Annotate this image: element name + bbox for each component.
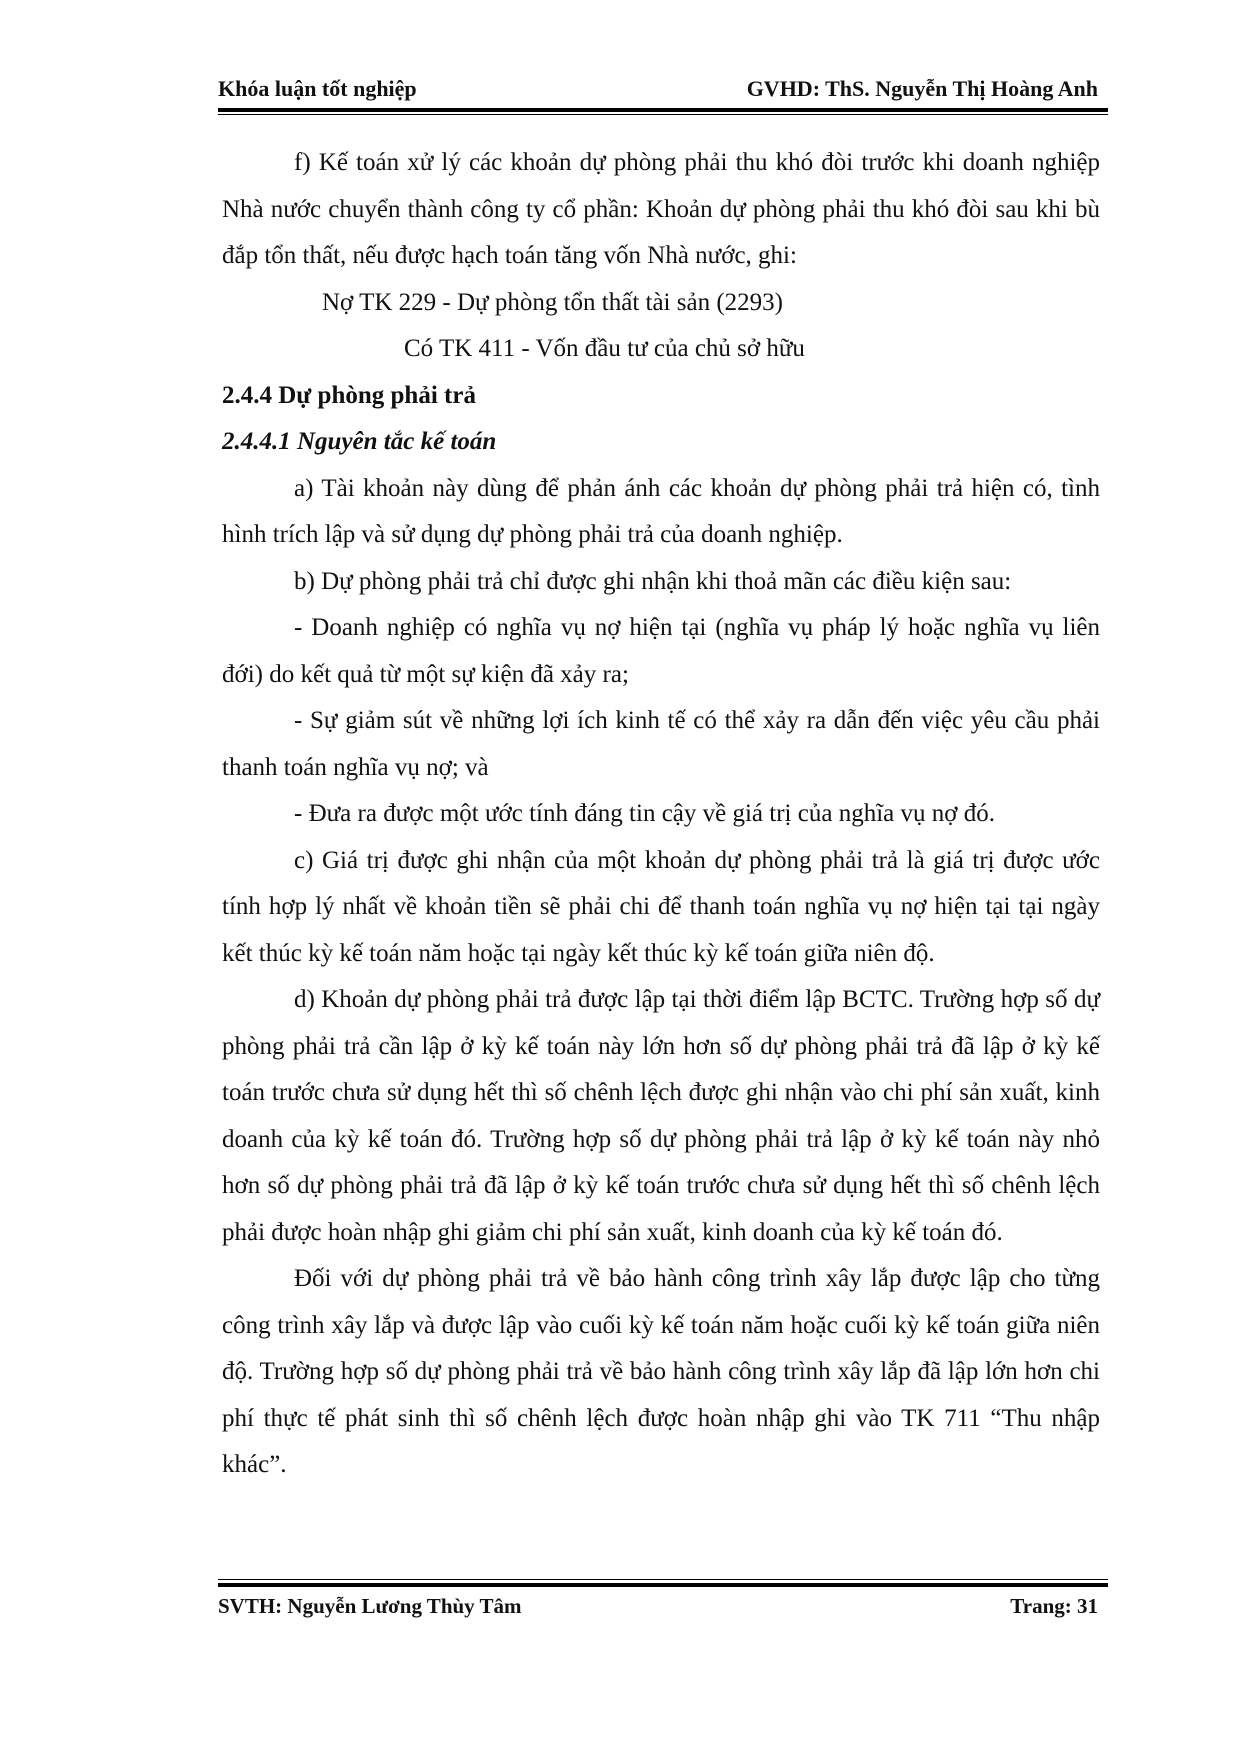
paragraph-f: f) Kế toán xử lý các khoản dự phòng phải thu khó đòi trước khi doanh nghiệp Nhà nước chuyển thành công ty cổ phần: Khoản dự phòng phải thu khó đòi sau khi bù đắp tổn thất, nếu được hạch toán tăng vốn Nhà nước, ghi:	[222, 149, 1100, 269]
paragraph-a: a) Tài khoản này dùng để phản ánh các khoản dự phòng phải trả hiện có, tình hình trích lập và sử dụng dự phòng phải trả của doanh nghiệp.	[222, 474, 1100, 548]
header-rule-thin	[218, 114, 1108, 115]
footer-rule	[218, 1583, 1108, 1587]
paragraph-d: d) Khoản dự phòng phải trả được lập tại thời điểm lập BCTC. Trường hợp số dự phòng phải trả cần lập ở kỳ kế toán này lớn hơn số dự phòng phải trả đã lập ở kỳ kế toán trước chưa sử dụng hết thì số chênh lệch được ghi nhận vào chi phí sản xuất, kinh doanh của kỳ kế toán đó. Trường hợp số dự phòng phải trả lập ở kỳ kế toán này nhỏ hơn số dự phòng phải trả đã lập ở kỳ kế toán trước chưa sử dụng hết thì số chênh lệch phải được hoàn nhập ghi giảm chi phí sản xuất, kinh doanh của kỳ kế toán đó.	[222, 986, 1100, 1246]
paragraph-c: c) Giá trị được ghi nhận của một khoản dự phòng phải trả là giá trị được ước tính hợp lý nhất về khoản tiền sẽ phải chi để thanh toán nghĩa vụ nợ hiện tại tại ngày kết thúc kỳ kế toán năm hoặc tại ngày kết thúc kỳ kế toán giữa niên độ.	[222, 846, 1100, 967]
page-header	[218, 72, 1098, 108]
paragraph-b: b) Dự phòng phải trả chỉ được ghi nhận khi thoả mãn các điều kiện sau:	[294, 567, 1012, 595]
paragraph-construction-warranty: Đối với dự phòng phải trả về bảo hành công trình xây lắp được lập cho từng công trình xây lắp và được lập vào cuối kỳ kế toán năm hoặc cuối kỳ kế toán giữa niên độ. Trường hợp số dự phòng phải trả về bảo hành công trình xây lắp đã lập lớn hơn chi phí thực tế phát sinh thì số chênh lệch được hoàn nhập ghi vào TK 711 “Thu nhập khác”.	[222, 1265, 1100, 1478]
page-body	[222, 140, 1100, 1489]
header-thesis-title: Khóa luận tốt nghiệp	[218, 76, 417, 101]
journal-entry-debit: Nợ TK 229 - Dự phòng tổn thất tài sản (2293)	[322, 288, 783, 316]
page-footer	[218, 1594, 1098, 1630]
header-supervisor: GVHD: ThS. Nguyễn Thị Hoàng Anh	[746, 76, 1098, 101]
section-heading-2-4-4: 2.4.4 Dự phòng phải trả	[222, 381, 476, 409]
header-rule	[218, 108, 1108, 112]
paragraph-b-condition-1: - Doanh nghiệp có nghĩa vụ nợ hiện tại (nghĩa vụ pháp lý hoặc nghĩa vụ liên đới) do kết quả từ một sự kiện đã xảy ra;	[222, 614, 1100, 688]
footer-page-number: Trang: 31	[1010, 1594, 1098, 1618]
footer-student: SVTH: Nguyễn Lương Thùy Tâm	[218, 1594, 522, 1618]
paragraph-b-condition-2: - Sự giảm sút về những lợi ích kinh tế có thể xảy ra dẫn đến việc yêu cầu phải thanh toán nghĩa vụ nợ; và	[222, 707, 1100, 781]
subsection-heading-2-4-4-1: 2.4.4.1 Nguyên tắc kế toán	[222, 428, 497, 455]
footer-rule-thin	[218, 1579, 1108, 1580]
paragraph-b-condition-3: - Đưa ra được một ước tính đáng tin cậy về giá trị của nghĩa vụ nợ đó.	[294, 800, 995, 827]
journal-entry-credit: Có TK 411 - Vốn đầu tư của chủ sở hữu	[404, 335, 805, 362]
